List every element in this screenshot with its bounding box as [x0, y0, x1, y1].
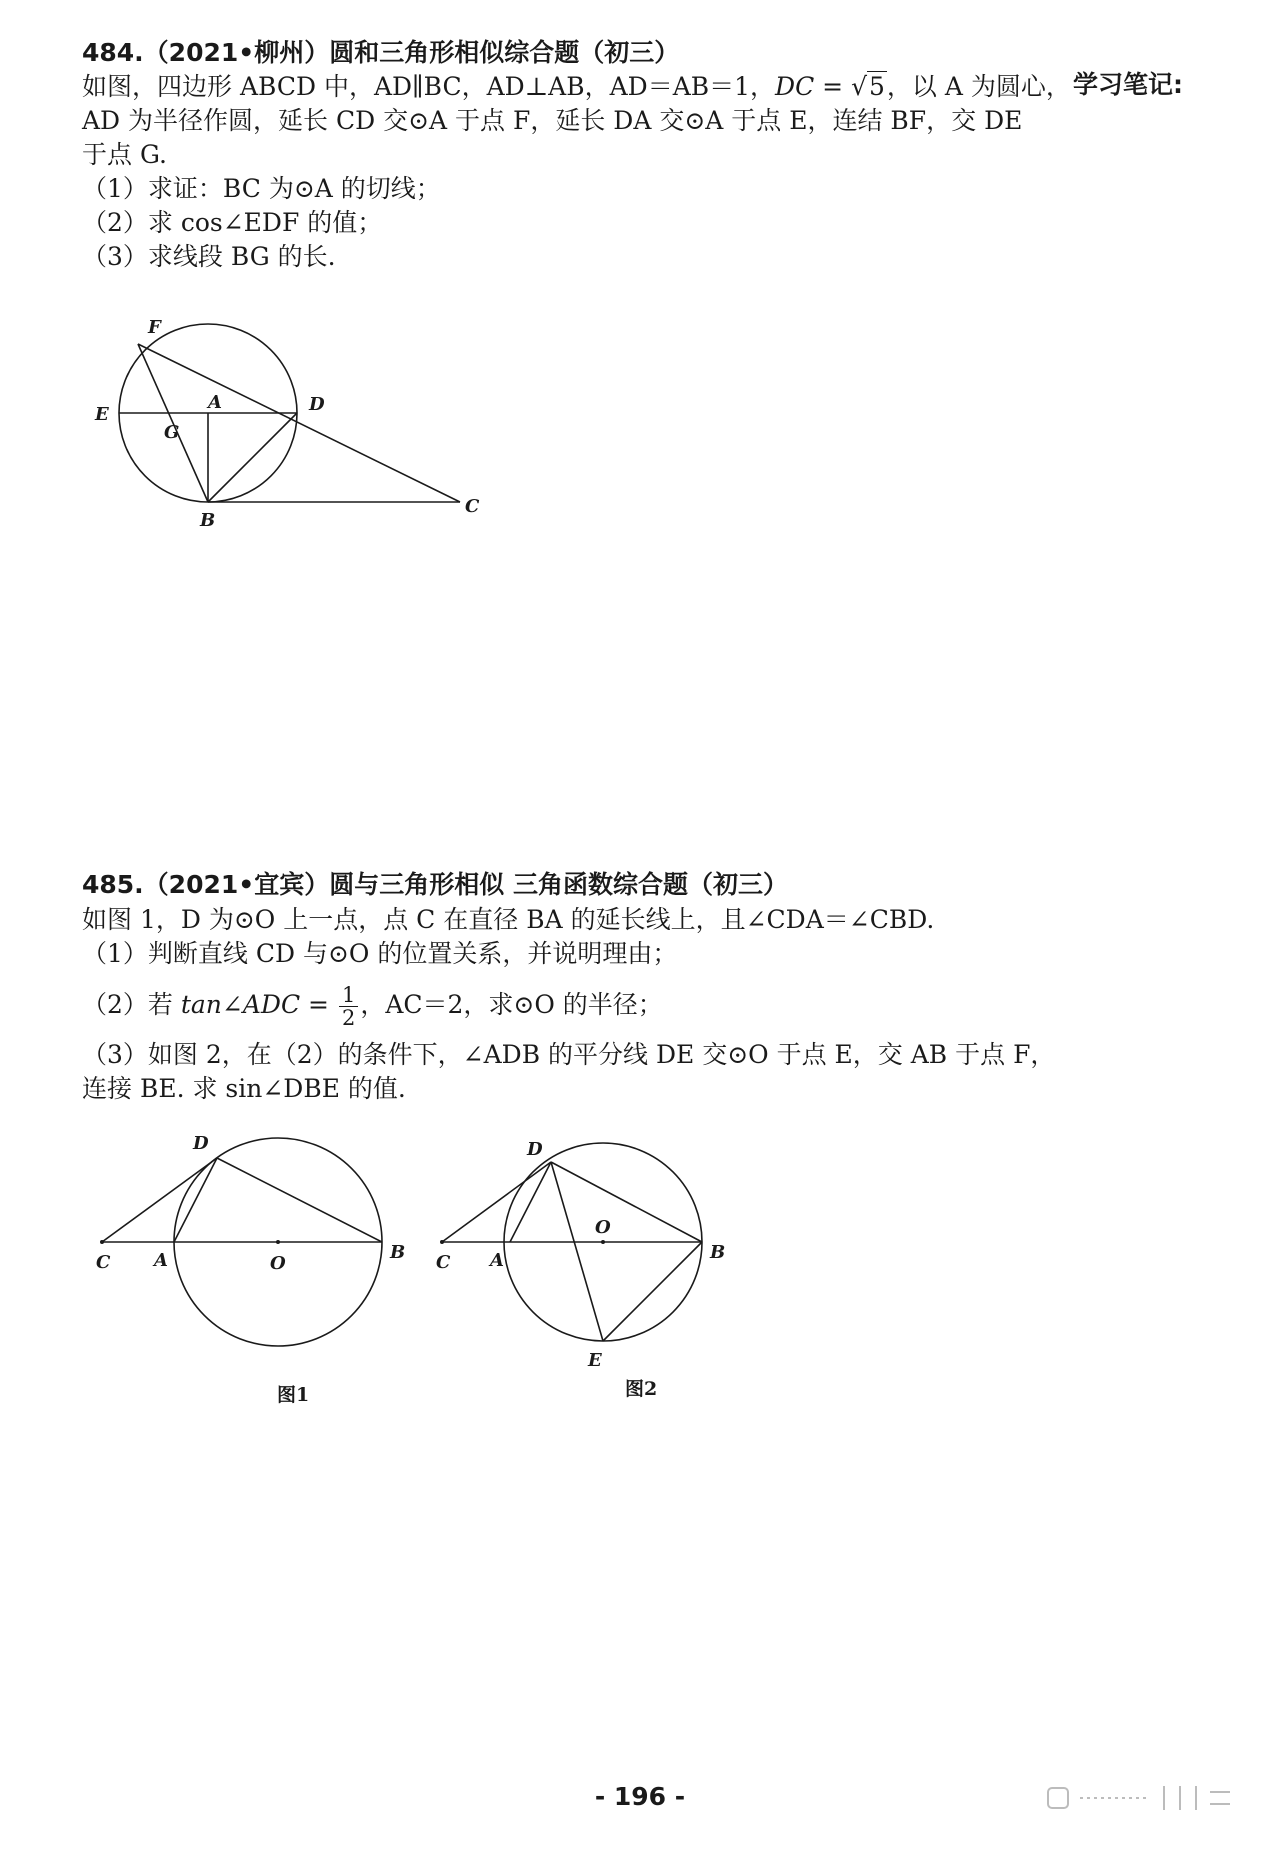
label-c-2: C [436, 1252, 451, 1273]
problem-484-part-3: （3）求线段 BG 的长. [82, 242, 336, 271]
study-notes-label: 学习笔记: [1073, 70, 1183, 99]
figure-485-1 [80, 1115, 420, 1415]
figure-485-2 [420, 1115, 760, 1415]
problem-484-line-3: 于点 G. [82, 140, 167, 169]
label-b-1: B [390, 1242, 406, 1263]
label-d-2: D [527, 1139, 543, 1160]
label-a-1: A [154, 1250, 168, 1271]
problem-484-part-1: （1）求证：BC 为⊙A 的切线； [82, 174, 441, 203]
problem-484-title: 484.（2021•柳州）圆和三角形相似综合题（初三） [82, 38, 680, 67]
label-d-1: D [193, 1133, 209, 1154]
segment-cd-2 [442, 1162, 551, 1242]
figure-484 [80, 300, 500, 550]
caption-figure-2: 图2 [625, 1378, 658, 1400]
problem-485-line-1: 如图 1，D 为⊙O 上一点，点 C 在直径 BA 的延长线上，且∠CDA＝∠CBD. [82, 905, 935, 934]
point-o-2 [601, 1240, 605, 1244]
point-o-1 [276, 1240, 280, 1244]
segment-da-1 [174, 1158, 217, 1242]
label-d: D [309, 394, 325, 415]
segment-db-1 [217, 1158, 382, 1242]
segment-bd [208, 413, 297, 502]
label-g: G [164, 422, 180, 443]
problem-484-line-2: AD 为半径作圆，延长 CD 交⊙A 于点 F，延长 DA 交⊙A 于点 E，连结 BF，交 DE [82, 106, 1023, 135]
label-o-1: O [270, 1253, 286, 1274]
segment-be-2 [603, 1242, 702, 1341]
problem-485-part-2: （2）若 tan∠ADC = $\frac{1}{2}$ ，AC＝2，求⊙O 的半径； [82, 983, 663, 1030]
segment-fc [138, 344, 460, 502]
problem-484-part-2: （2）求 cos∠EDF 的值； [82, 208, 383, 237]
label-a-2: A [490, 1250, 504, 1271]
problem-485-part-1: （1）判断直线 CD 与⊙O 的位置关系，并说明理由； [82, 939, 678, 968]
caption-figure-1: 图1 [277, 1384, 310, 1406]
label-f: F [148, 317, 161, 338]
segment-cd-1 [102, 1158, 217, 1242]
label-a: A [208, 392, 222, 413]
point-c-1 [100, 1240, 104, 1244]
label-c: C [465, 496, 480, 517]
dotted-frame-icon [1048, 1788, 1068, 1808]
problem-485-title: 485.（2021•宜宾）圆与三角形相似 三角函数综合题（初三） [82, 870, 788, 899]
fraction-one-half: $\frac{1}{2}$ [339, 984, 358, 1029]
problem-484-line-1: 如图，四边形 ABCD 中，AD∥BC，AD⊥AB，AD＝AB＝1，DC = √5，以 A 为圆心， [82, 72, 1071, 101]
label-e: E [95, 404, 109, 425]
segment-db-2 [551, 1162, 702, 1242]
label-o-2: O [595, 1217, 611, 1238]
segment-de-2 [551, 1162, 603, 1341]
label-b: B [200, 510, 216, 531]
page-toolbar-icons [1040, 1778, 1240, 1818]
label-e-2: E [588, 1350, 602, 1371]
label-c-1: C [96, 1252, 111, 1273]
label-b-2: B [710, 1242, 726, 1263]
point-c-2 [440, 1240, 444, 1244]
problem-485-part-4: 连接 BE. 求 sin∠DBE 的值. [82, 1074, 406, 1103]
page-number: - 196 - [594, 1782, 686, 1811]
problem-485-part-3: （3）如图 2，在（2）的条件下，∠ADB 的平分线 DE 交⊙O 于点 E，交 AB 于点 F， [82, 1040, 1056, 1069]
